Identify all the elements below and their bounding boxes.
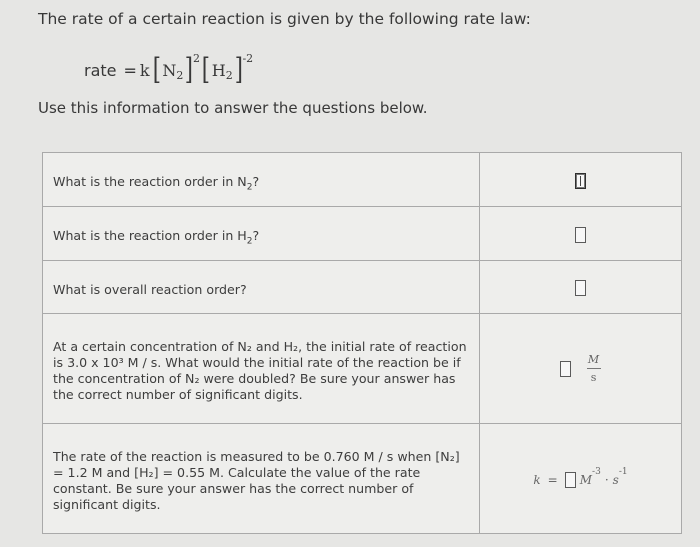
doubled-rate-answer-input[interactable] (560, 361, 571, 377)
question-cell (43, 261, 480, 314)
answer-cell (480, 424, 682, 534)
seconds-exponent: -1 (618, 467, 628, 477)
question-row-doubled-rate (43, 314, 682, 424)
rate-label: rate (84, 60, 117, 80)
question-cell (43, 424, 480, 534)
question-row-n2-order (43, 153, 682, 207)
question-text: What is the reaction order in $N_2$? (53, 174, 260, 193)
n2-order-answer-input[interactable] (575, 173, 586, 189)
right-bracket: ] (185, 52, 194, 87)
h2-order-answer-input[interactable] (575, 227, 586, 243)
equals-sign: = (547, 473, 558, 487)
h2-order-exponent: -2 (242, 51, 254, 65)
rate-constant-expression (533, 467, 628, 488)
unit-seconds: $s^{-1}$ (612, 467, 628, 487)
answer-cell (480, 261, 682, 314)
unit-multiply-dot: · (604, 473, 609, 487)
right-bracket: ] (234, 52, 243, 87)
question-row-rate-constant (43, 424, 682, 534)
left-bracket: [ (152, 52, 161, 87)
h2-species: H (211, 60, 226, 80)
answer-cell (480, 314, 682, 424)
unit-molarity: $M^{-3}$ (579, 467, 601, 487)
n2-subscript: 2 (176, 68, 184, 82)
n2-order-exponent: 2 (193, 51, 201, 65)
n2-species: N (162, 60, 177, 80)
h2-subscript: 2 (225, 68, 233, 82)
molarity-exponent: -3 (592, 467, 601, 477)
rate-constant-answer-input[interactable] (565, 472, 576, 488)
unit-denominator: s (590, 371, 597, 384)
answer-cell (480, 153, 682, 207)
unit-numerator: M (587, 353, 600, 366)
rate-law-equation (84, 48, 253, 92)
instructions-text: Use this information to answer the questions below. (38, 99, 428, 117)
question-text: What is the reaction order in $H_2$? (53, 228, 260, 247)
question-row-h2-order (43, 207, 682, 261)
question-cell (43, 314, 480, 424)
answer-cell (480, 207, 682, 261)
rate-unit-fraction (587, 353, 601, 384)
questions-table (42, 152, 682, 534)
question-text: At a certain concentration of N₂ and H₂, the initial rate of reaction is 3.0 x 10³ M / s. What would the initial rate of the reaction be if the concentration of N₂ were doubled? Be sure your answer has the correct number of significant digits. (53, 339, 467, 402)
question-cell (43, 153, 480, 207)
k-symbol: k (533, 473, 541, 487)
overall-order-answer-input[interactable] (575, 280, 586, 296)
fraction-bar (587, 368, 601, 369)
question-text: The rate of the reaction is measured to be 0.760 M / s when [N₂] = 1.2 M and [H₂] = 0.55 M. Calculate the value of the rate constant. Be sure your answer has the correct number of significant digits. (53, 449, 460, 512)
intro-text: The rate of a certain reaction is given by the following rate law: (38, 10, 531, 28)
left-bracket: [ (201, 52, 211, 87)
question-cell (43, 207, 480, 261)
equals-sign: = (123, 60, 137, 80)
question-row-overall-order (43, 261, 682, 314)
question-text: What is overall reaction order? (53, 281, 247, 297)
rate-constant-symbol: k (139, 60, 150, 80)
